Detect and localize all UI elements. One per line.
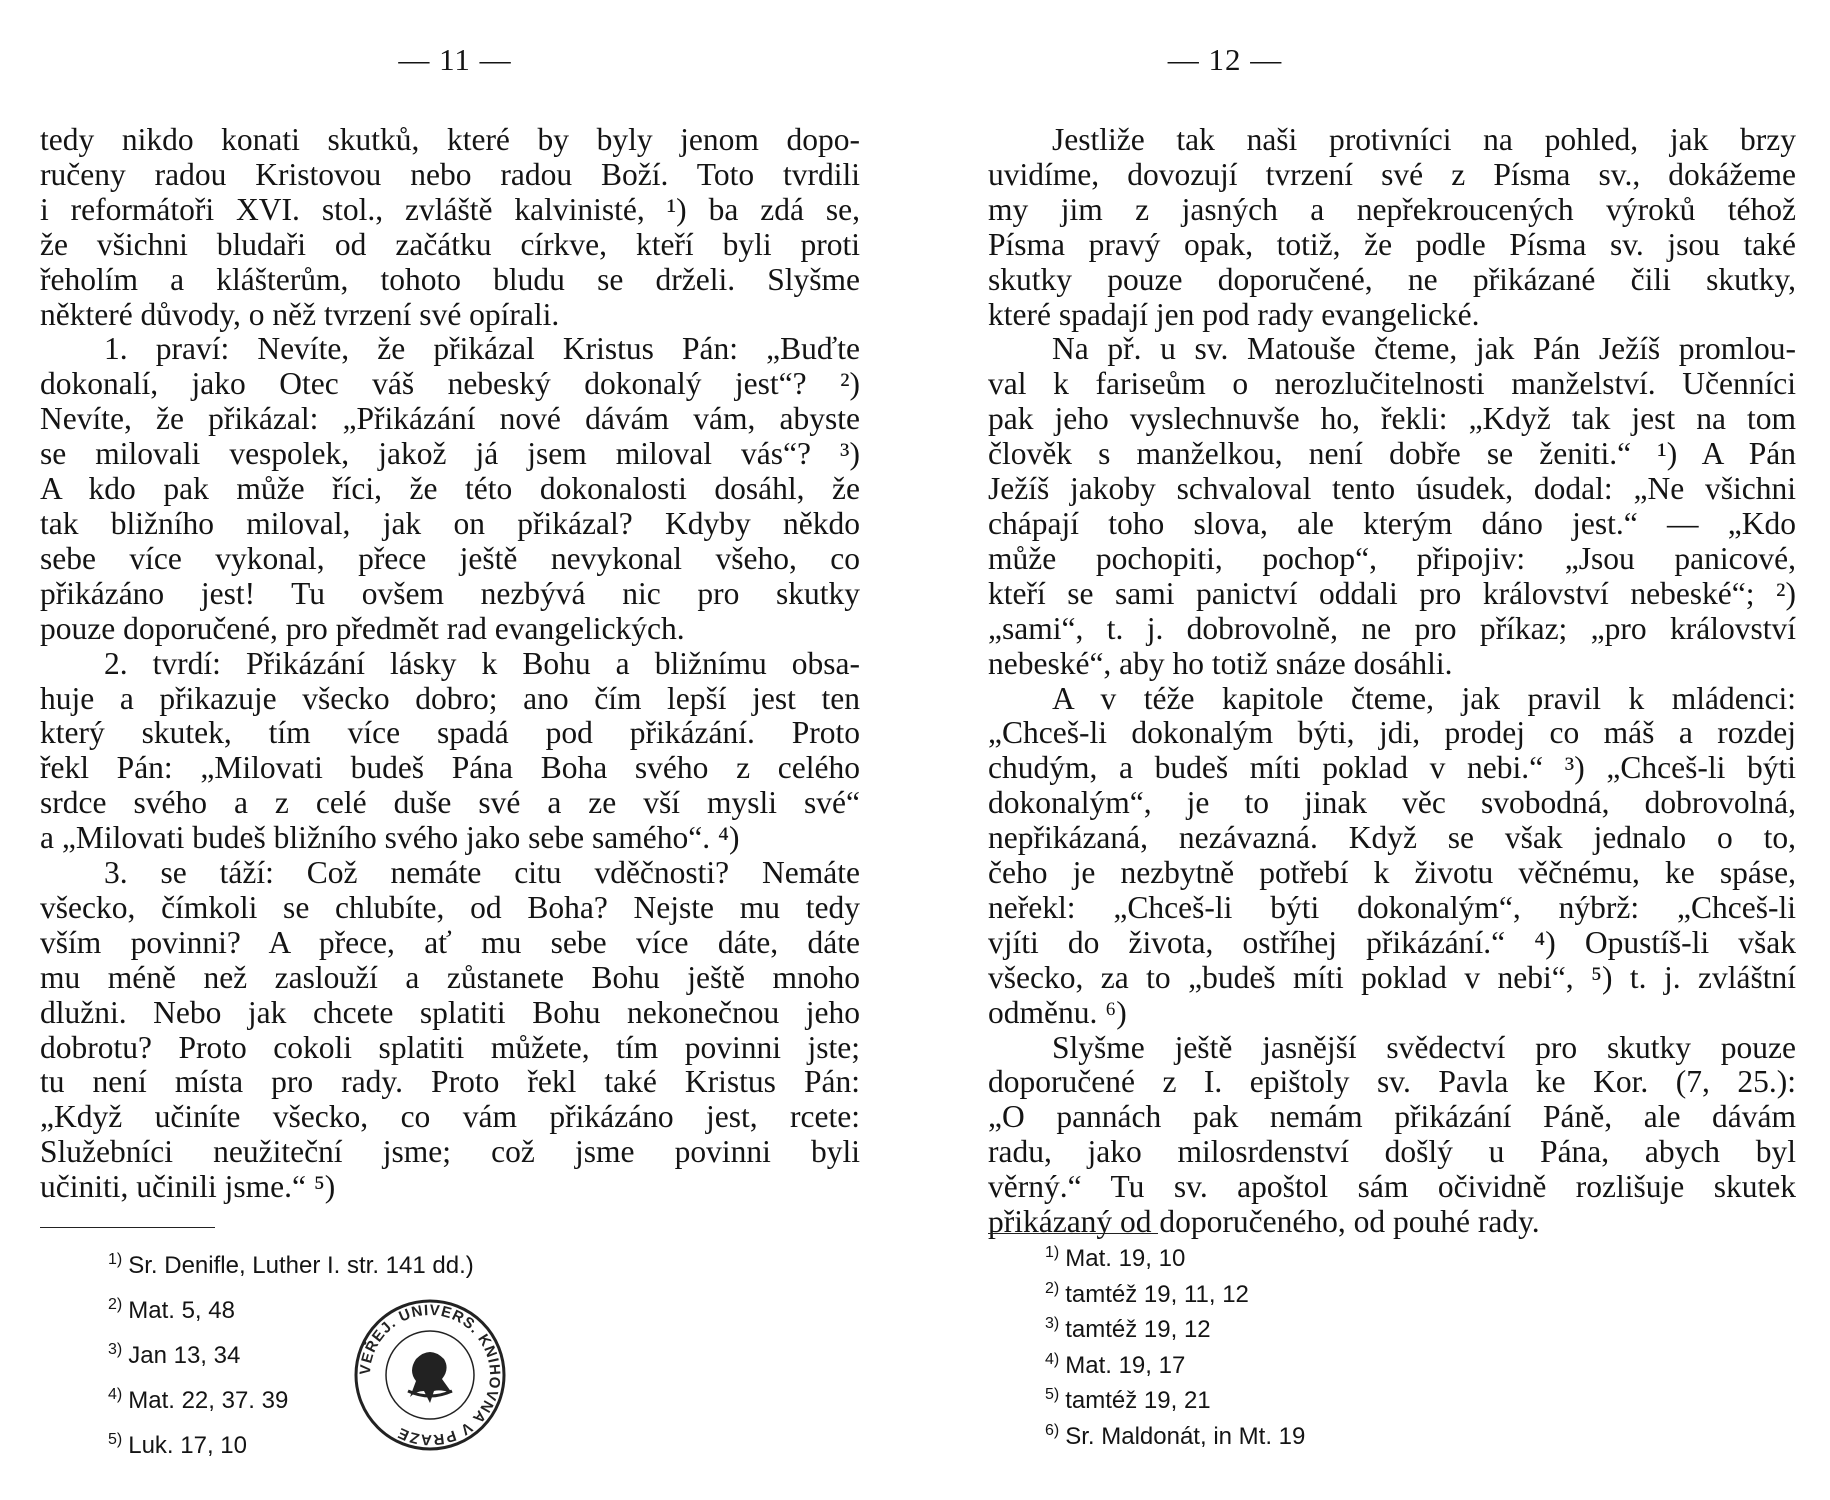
text-line: nepřikázaná, nezávazná. Když se však jednalo o to, — [988, 820, 1796, 856]
text-line: chudým, a budeš míti poklad v nebi.“ ³) „Chceš-li býti — [988, 750, 1796, 786]
text-line: přikázaný od doporučeného, od pouhé rady. — [988, 1204, 1540, 1240]
text-line: skutky pouze doporučené, ne přikázané čili skutky, — [988, 261, 1796, 297]
text-line: který skutek, tím více spadá pod přikázání. Proto — [40, 715, 860, 751]
text-line: i reformátoři XVI. stol., zvláště kalvinisté, ¹) ba zdá se, — [40, 191, 860, 227]
text-line: pak jeho vyslechnuvše ho, řekli: „Když tak jest na tom — [988, 401, 1796, 437]
footnote: $^{2)}$ tamtéž 19, 11, 12 — [1045, 1279, 1249, 1308]
text-line: „Když učiníte všecko, co vám přikázáno jest, rcete: — [40, 1099, 860, 1135]
text-line: „O pannách pak nemám přikázání Páně, ale dávám — [988, 1099, 1796, 1135]
text-line: všecko, za to „budeš míti poklad v nebi“, ⁵) t. j. zvláštní — [988, 959, 1796, 995]
footnote: $^{4)}$ Mat. 22, 37. 39 — [108, 1386, 289, 1414]
footnote: $^{1)}$ Mat. 19, 10 — [1045, 1244, 1186, 1272]
text-line: uvidíme, dovozují tvrzení své z Písma sv., dokážeme — [988, 156, 1796, 192]
text-line: Písma pravý opak, totiž, že podle Písma sv. jsou také — [988, 226, 1796, 262]
text-line: se milovali vespolek, jakož já jsem miloval vás“? ³) — [40, 436, 860, 472]
text-line: dokonalí, jako Otec váš nebeský dokonalý jest“? ²) — [40, 366, 860, 402]
text-line: tu není místa pro rady. Proto řekl také Kristus Pán: — [40, 1064, 860, 1100]
text-line: neřekl: „Chceš-li býti dokonalým“, nýbrž: „Chceš-li — [988, 889, 1796, 925]
text-line: ručeny radou Kristovou nebo radou Boží. Toto tvrdili — [40, 156, 860, 192]
text-line: radu, jako milosrdenství došlý u Pána, abych byl — [988, 1134, 1796, 1170]
page-number: — 11 — — [398, 42, 512, 77]
right-page — [915, 0, 1830, 1500]
text-line: může pochopiti, pochop“, připojiv: „Jsou panicové, — [988, 540, 1796, 576]
footnote: $^{3)}$ Jan 13, 34 — [108, 1341, 241, 1369]
body-text — [988, 123, 1796, 1240]
text-line: Jestliže tak naši protivníci na pohled, jak brzy — [1052, 122, 1796, 157]
footnote: $^{3)}$ tamtéž 19, 12 — [1045, 1315, 1211, 1343]
text-line: nebeské“, aby ho totiž snáze dosáhli. — [988, 645, 1453, 681]
text-line: které spadají jen pod rady evangelické. — [988, 296, 1480, 332]
text-line: že všichni bludaři od začátku církve, kteří byli proti — [40, 226, 860, 262]
footnote: $^{5)}$ Luk. 17, 10 — [108, 1431, 247, 1459]
body-text — [40, 123, 860, 1205]
text-line: odměnu. ⁶) — [988, 994, 1127, 1030]
library-stamp — [350, 1295, 510, 1455]
footnote: $^{1)}$ Sr. Denifle, Luther I. str. 141 dd.) — [108, 1251, 474, 1279]
text-line: Ježíš jakoby schvaloval tento úsudek, dodal: „Ne všichni — [988, 471, 1796, 507]
text-line: huje a přikazuje všecko dobro; ano čím lepší jest ten — [40, 680, 860, 716]
text-line: 3. se táží: Což nemáte citu vděčnosti? Nemáte — [104, 855, 860, 891]
footnote: $^{2)}$ Mat. 5, 48 — [108, 1296, 235, 1324]
text-line: kteří se sami panictví oddali pro království nebeské“; ²) — [988, 575, 1796, 611]
text-line: doporučené z I. epištoly sv. Pavla ke Kor. (7, 25.): — [988, 1064, 1796, 1100]
text-line: Na př. u sv. Matouše čteme, jak Pán Ježíš promlou- — [1052, 331, 1796, 367]
text-line: Služebníci neužiteční jsme; což jsme povinni byli — [40, 1134, 860, 1170]
text-line: 2. tvrdí: Přikázání lásky k Bohu a bližnímu obsa- — [104, 645, 860, 681]
text-line: „sami“, t. j. dobrovolně, ne pro příkaz; „pro království — [988, 610, 1796, 646]
svg-text:VEŘEJ. UNIVERS. KNIHOVNA V PRA: VEŘEJ. UNIVERS. KNIHOVNA V PRAZE — [356, 1301, 504, 1449]
text-line: sebe více vykonal, přece ještě nevykonal všeho, co — [40, 540, 860, 576]
text-line: dlužni. Nebo jak chcete splatiti Bohu nekonečnou jeho — [40, 994, 860, 1030]
text-line: řekl Pán: „Milovati budeš Pána Boha svého z celého — [40, 750, 860, 786]
footnote: $^{4)}$ Mat. 19, 17 — [1045, 1350, 1186, 1379]
footnote: $^{5)}$ tamtéž 19, 21 — [1045, 1386, 1211, 1414]
text-line: mu méně než zaslouží a zůstanete Bohu ještě mnoho — [40, 959, 860, 995]
text-line: srdce svého a z celé duše své a ze vší mysli své“ — [40, 785, 860, 821]
text-line: člověk s manželkou, není dobře se ženiti.“ ¹) A Pán — [988, 436, 1796, 472]
text-line: A kdo pak může říci, že této dokonalosti dosáhl, že — [40, 471, 860, 507]
text-line: a „Milovati budeš bližního svého jako sebe samého“. ⁴) — [40, 820, 740, 856]
text-line: A v téže kapitole čteme, jak pravil k mládenci: — [1052, 680, 1796, 716]
text-line: vším povinni? A přece, ať mu sebe více dáte, dáte — [40, 924, 860, 960]
text-line: věrný.“ Tu sv. apoštol sám očividně rozlišuje skutek — [988, 1169, 1796, 1205]
text-line: přikázáno jest! Tu ovšem nezbývá nic pro skutky — [40, 575, 860, 611]
text-line: čeho je nezbytně potřebí k životu věčnému, ke spáse, — [988, 855, 1796, 891]
text-line: tak bližního miloval, jak on přikázal? Kdyby někdo — [40, 505, 860, 541]
page-number: — 12 — — [1167, 42, 1283, 77]
text-line: tedy nikdo konati skutků, které by byly jenom dopo- — [40, 122, 860, 157]
text-line: všecko, čímkoli se chlubíte, od Boha? Nejste mu tedy — [40, 889, 860, 925]
text-line: dokonalým“, je to jinak věc svobodná, dobrovolná, — [988, 785, 1796, 821]
text-line: některé důvody, o něž tvrzení své opírali. — [40, 296, 560, 332]
text-line: val k fariseům o nerozlučitelnosti manželství. Učenníci — [988, 366, 1796, 402]
text-line: pouze doporučené, pro předmět rad evangelických. — [40, 610, 685, 646]
text-line: vjíti do života, ostříhej přikázání.“ ⁴) Opustíš-li však — [988, 924, 1796, 960]
text-line: 1. praví: Nevíte, že přikázal Kristus Pán: „Buďte — [104, 331, 860, 367]
text-line: učiniti, učinili jsme.“ ⁵) — [40, 1169, 336, 1205]
footnotes — [1045, 1238, 1305, 1451]
footnote-divider — [988, 1233, 1158, 1234]
text-line: Slyšme ještě jasnější svědectví pro skutky pouze — [1052, 1029, 1796, 1065]
text-line: řeholím a klášterům, tohoto bludu se drželi. Slyšme — [40, 261, 860, 297]
text-line: my jim z jasných a nepřekroucených výroků téhož — [988, 191, 1796, 227]
text-line: dobrotu? Proto cokoli splatiti můžete, tím povinni jste; — [40, 1029, 860, 1065]
text-line: chápají toho slova, ale kterým dáno jest.“ — „Kdo — [988, 505, 1796, 541]
text-line: „Chceš-li dokonalým býti, jdi, prodej co máš a rozdej — [988, 715, 1796, 751]
footnote: $^{6)}$ Sr. Maldonát, in Mt. 19 — [1045, 1421, 1306, 1450]
text-line: Nevíte, že přikázal: „Přikázání nové dávám vám, abyste — [40, 401, 860, 437]
footnote-divider — [40, 1227, 215, 1228]
